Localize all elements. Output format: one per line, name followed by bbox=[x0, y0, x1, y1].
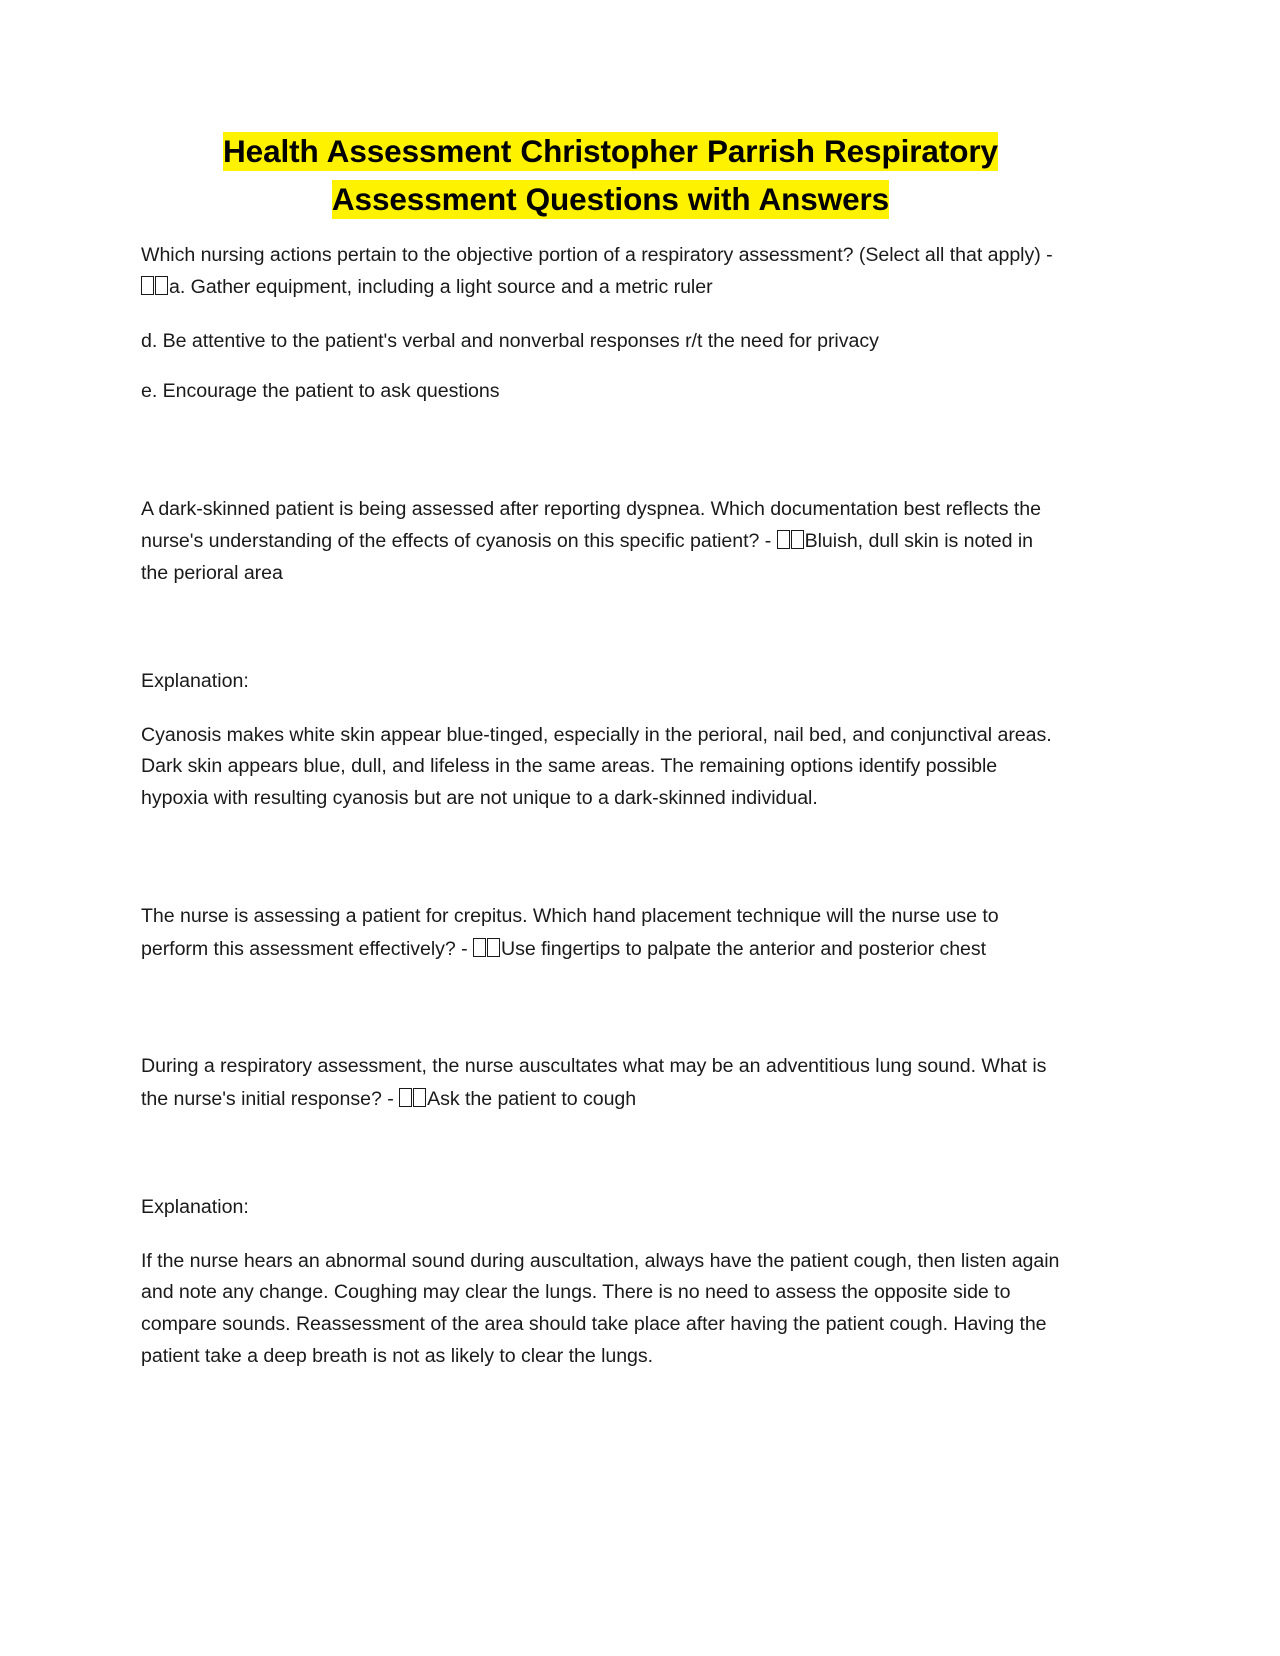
answer-4-text: Ask the patient to cough bbox=[427, 1088, 637, 1111]
answer-1-text: a. Gather equipment, including a light source and a metric ruler bbox=[169, 276, 713, 299]
option-d-block: d. Be attentive to the patient's verbal and nonverbal responses r/t the need for privacy bbox=[141, 330, 879, 353]
explanation-body-1: Cyanosis makes white skin appear blue-tinged, especially in the perioral, nail bed, and conjunctival areas. Dark skin appears blue, dull, and lifeless in the same areas. The remaining options identify possible hypoxia with resulting cyanosis but are not unique to a dark-skinned individual. bbox=[141, 723, 1052, 810]
explanation-label-2: Explanation: bbox=[141, 1195, 249, 1218]
question-block-4 bbox=[141, 1051, 1061, 1115]
explanation-body-2: If the nurse hears an abnormal sound during auscultation, always have the patient cough, then listen again and note any change. Coughing may clear the lungs. There is no need to assess the opposite side to compare sounds. Reassessment of the area should take place after having the patient cough. Having the patient take a deep breath is not as likely to clear the lungs. bbox=[141, 1249, 1060, 1367]
page-title bbox=[141, 128, 1080, 224]
missing-glyph-icon bbox=[777, 525, 805, 557]
answer-2-text: Bluish, dull skin is noted in the perioral area bbox=[141, 530, 1033, 585]
question-2-text: A dark-skinned patient is being assessed after reporting dyspnea. Which documentation best reflects the nurse's understanding of the effects of cyanosis on this specific patient? - bbox=[141, 497, 1041, 553]
question-4-text: During a respiratory assessment, the nurse auscultates what may be an adventitious lung sound. What is the nurse's initial response? - bbox=[141, 1055, 1047, 1111]
answer-3-text: Use fingertips to palpate the anterior and posterior chest bbox=[501, 937, 987, 960]
missing-glyph-icon bbox=[473, 933, 501, 965]
question-3-text: The nurse is assessing a patient for crepitus. Which hand placement technique will the nurse use to perform this assessment effectively? - bbox=[141, 904, 999, 960]
missing-glyph-icon bbox=[141, 271, 169, 303]
question-block-3 bbox=[141, 901, 1061, 965]
option-e-block: e. Encourage the patient to ask questions bbox=[141, 379, 500, 402]
page-title-line-1: Health Assessment Christopher Parrish Respiratory bbox=[223, 133, 998, 169]
question-block-1 bbox=[141, 240, 1061, 304]
question-1-text: Which nursing actions pertain to the objective portion of a respiratory assessment? (Select all that apply) - bbox=[141, 243, 1053, 266]
question-block-2 bbox=[141, 494, 1061, 590]
missing-glyph-icon bbox=[399, 1083, 427, 1115]
page-title-line-2: Assessment Questions with Answers bbox=[331, 180, 890, 217]
explanation-label-1: Explanation: bbox=[141, 669, 249, 692]
